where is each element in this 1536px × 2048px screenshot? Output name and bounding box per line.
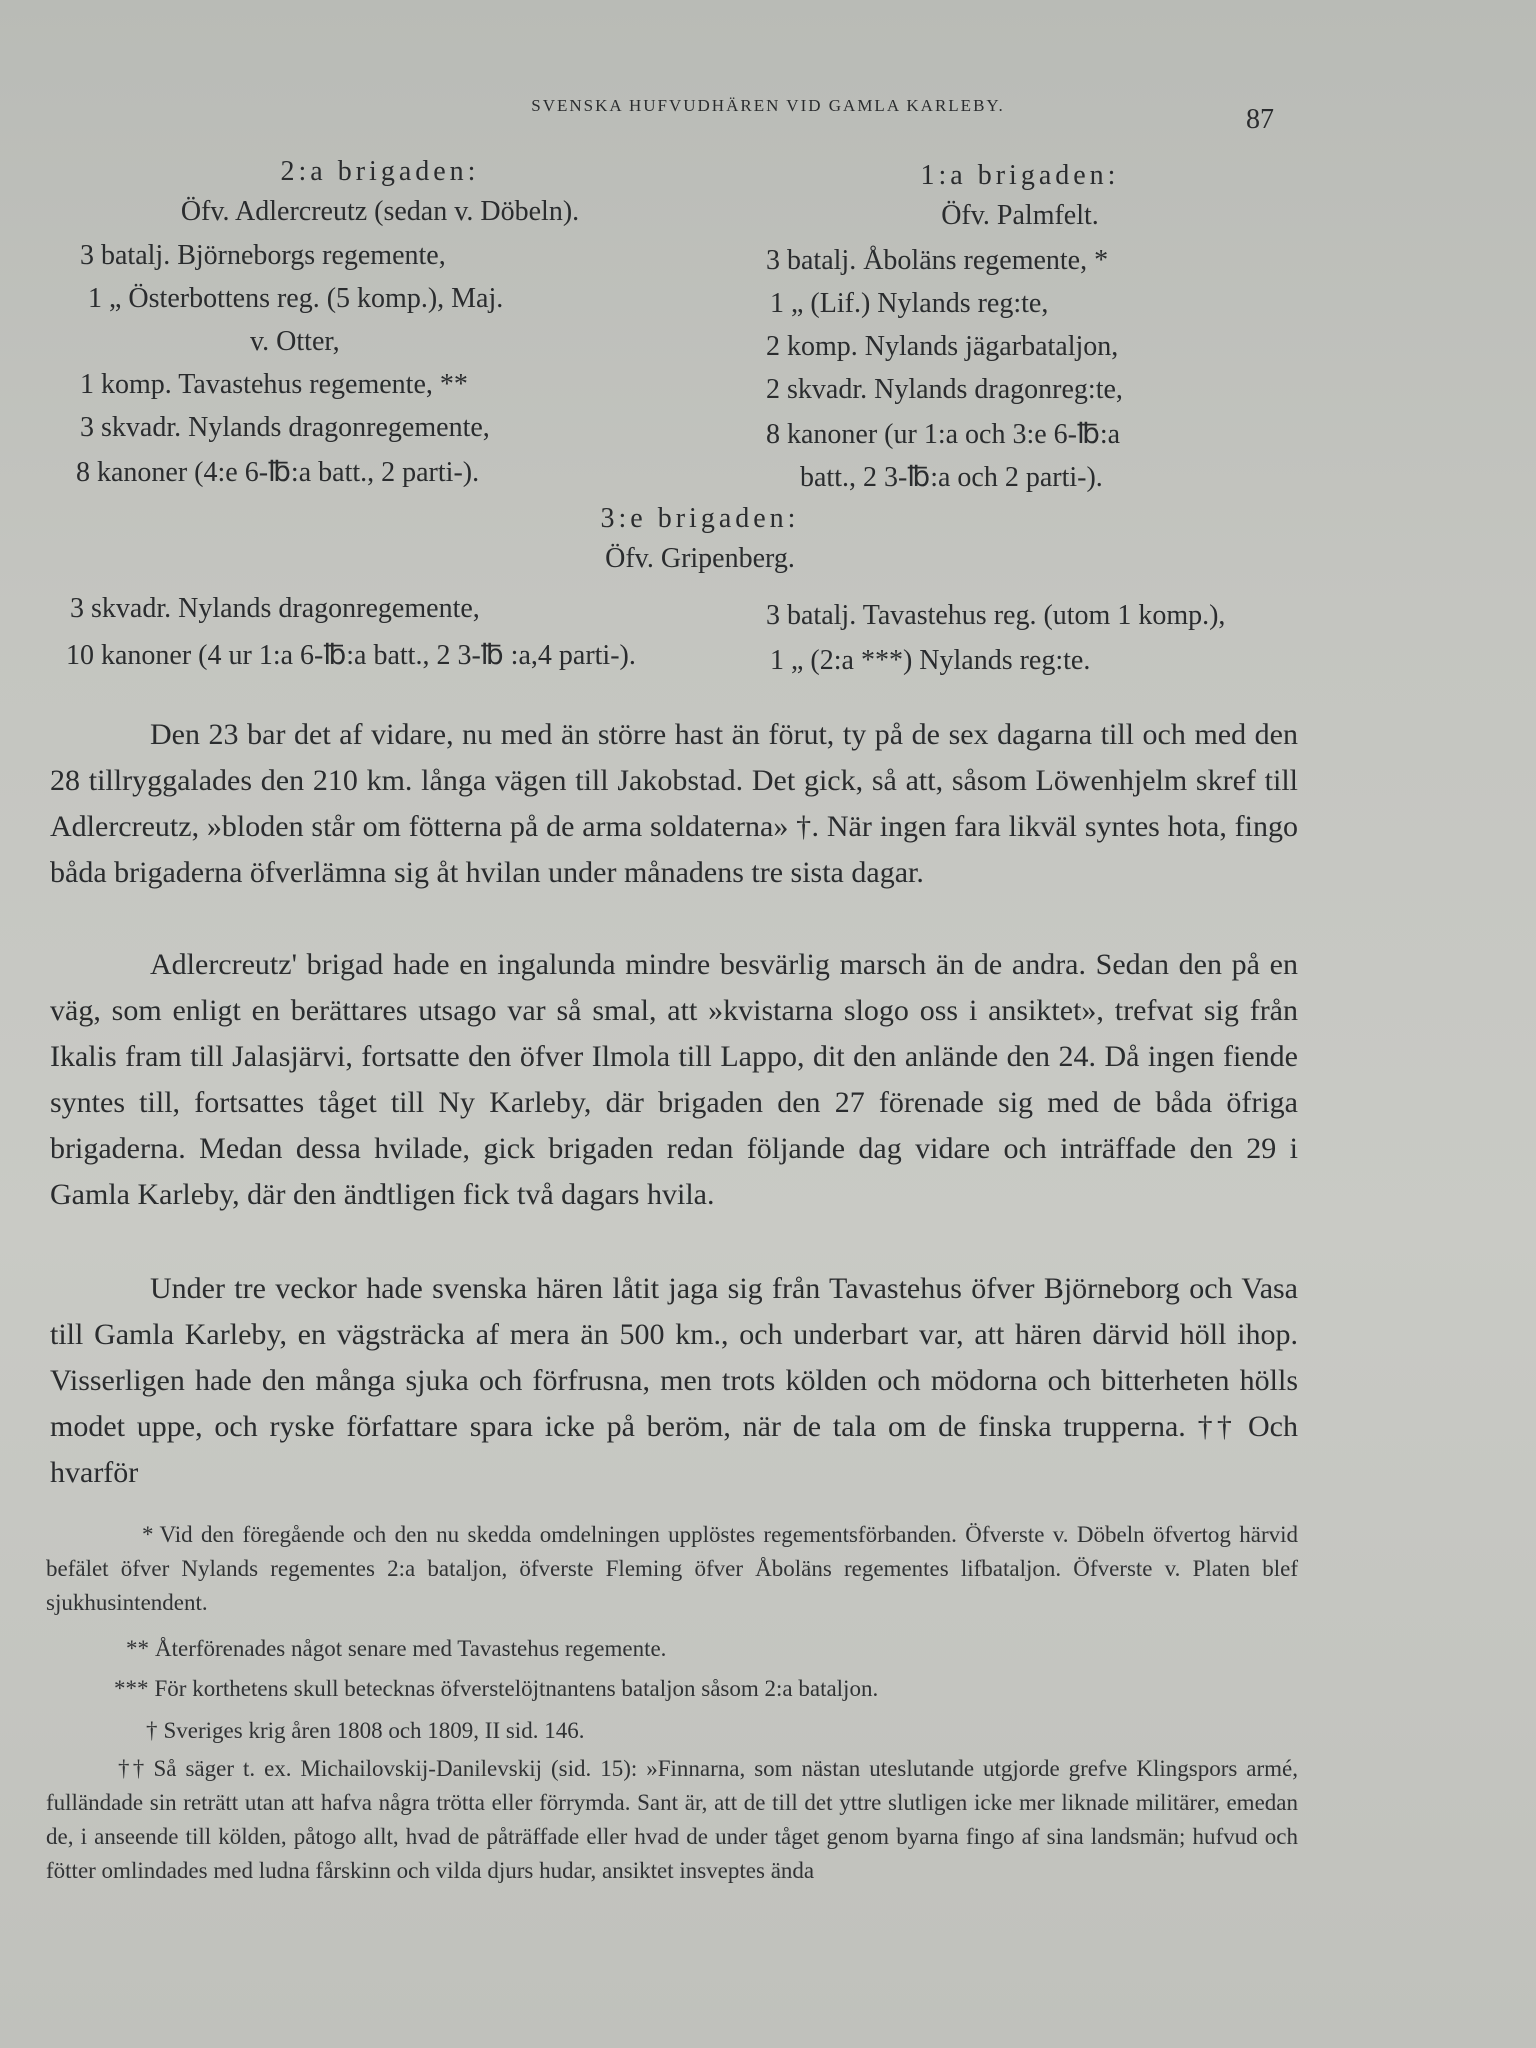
brigade3-block	[480, 503, 920, 575]
brigade1-line: batt., 2 3-℔:a och 2 parti-).	[800, 462, 1103, 493]
brigade3-right-line: 3 batalj. Tavastehus reg. (utom 1 komp.),	[766, 600, 1226, 631]
brigade2-line: v. Otter,	[250, 326, 340, 357]
brigade1-line: 2 komp. Nylands jägarbataljon,	[766, 331, 1119, 362]
footnote: *** För korthetens skull betecknas öfverstelöjtnantens bataljon såsom 2:a bataljon.	[114, 1676, 879, 1701]
brigade1-line: 1 „ (Lif.) Nylands reg:te,	[770, 288, 1049, 319]
body-paragraph: Den 23 bar det af vidare, nu med än större hast än förut, ty på de sex dagarna till och med den 28 tillryggalades den 210 km. långa vägen till Jakobstad. Det gick, så att, såsom Löwenhjelm skref till Adlercreutz, »bloden står om fötterna på de arma soldaterna» †. När ingen fara likväl syntes hota, fingo båda brigaderna öfverlämna sig åt hvilan under månadens tre sista dagar.	[50, 718, 1298, 889]
brigade2-commander: Öfv. Adlercreutz (sedan v. Döbeln).	[180, 196, 580, 227]
running-title: SVENSKA HUFVUDHÄREN VID GAMLA KARLEBY.	[531, 96, 1005, 115]
footnote: †† Så säger t. ex. Michailovskij-Danilevskij (sid. 15): »Finnarna, som nästan uteslutande utgjorde grefve Klingspors armé, fulländade sin reträtt utan att hafva några trötta eller förrymda. Sant är, att de till det yttre slutligen icke mer liknade militärer, emedan de, i anseende till kölden, påtogo allt, hvad de påträffade eller hvad de under tåget genom byarna fingo af sina landsmän; hufvud och fötter omlindades med ludna fårskinn och vilda djurs hudar, ansiktet insveptes ända	[46, 1756, 1299, 1883]
brigade2-block	[120, 156, 640, 228]
brigade2-line: 3 skvadr. Nylands dragonregemente,	[80, 412, 490, 443]
brigade3-left-line: 3 skvadr. Nylands dragonregemente,	[70, 593, 480, 624]
brigade3-left-line: 10 kanoner (4 ur 1:a 6-℔:a batt., 2 3-℔ :a,4 parti-).	[66, 640, 636, 671]
footnote: † Sveriges krig åren 1808 och 1809, II sid. 146.	[146, 1718, 585, 1743]
page-number: 87	[1246, 104, 1274, 135]
brigade1-title: 1:a brigaden:	[920, 160, 1120, 191]
brigade3-title: 3:e brigaden:	[600, 503, 800, 534]
brigade2-line: 1 „ Österbottens reg. (5 komp.), Maj.	[88, 283, 504, 314]
brigade3-right-line: 1 „ (2:a ***) Nylands reg:te.	[770, 645, 1091, 676]
brigade2-line: 3 batalj. Björneborgs regemente,	[80, 240, 446, 271]
footnote: * Vid den föregående och den nu skedda omdelningen upplöstes regementsförbanden. Öfverste v. Döbeln öfvertog härvid befälet öfver Nylands regementes 2:a bataljon, öfverste Fleming öfver Åboläns regementes lifbataljon. Öfverste v. Platen blef sjukhusintendent.	[46, 1522, 1298, 1615]
brigade2-line: 1 komp. Tavastehus regemente, **	[80, 369, 468, 400]
brigade1-line: 8 kanoner (ur 1:a och 3:e 6-℔:a	[766, 419, 1121, 450]
brigade1-line: 2 skvadr. Nylands dragonreg:te,	[766, 374, 1123, 405]
brigade3-commander: Öfv. Gripenberg.	[605, 543, 795, 574]
body-paragraph: Adlercreutz' brigad hade en ingalunda mindre besvärlig marsch än de andra. Sedan den på en väg, som enligt en berättares utsago var så smal, att »kvistarna slogo oss i ansiktet», trefvat sig från Ikalis fram till Jalasjärvi, fortsatte den öfver Ilmola till Lappo, dit den anlände den 24. Då ingen fiende syntes till, fortsattes tåget till Ny Karleby, där brigaden den 27 förenade sig med de båda öfriga brigaderna. Medan dessa hvilade, gick brigaden redan följande dag vidare och inträffade den 29 i Gamla Karleby, där den ändtligen fick två dagars hvila.	[50, 948, 1298, 1211]
brigade2-line: 8 kanoner (4:e 6-℔:a batt., 2 parti-).	[76, 457, 480, 488]
brigade1-line: 3 batalj. Åboläns regemente, *	[766, 245, 1109, 276]
body-paragraph: Under tre veckor hade svenska hären låtit jaga sig från Tavastehus öfver Björneborg och Vasa till Gamla Karleby, en vägsträcka af mera än 500 km., och underbart var, att hären därvid höll ihop. Visserligen hade den många sjuka och förfrusna, men trots kölden och mödorna och bitterheten hölls modet uppe, och ryske författare spara icke på beröm, när de tala om de finska trupperna. †† Och hvarför	[50, 1272, 1298, 1489]
brigade1-commander: Öfv. Palmfelt.	[941, 200, 1099, 231]
brigade2-title: 2:a brigaden:	[280, 156, 480, 187]
brigade1-block	[840, 160, 1200, 232]
footnote: ** Återförenades något senare med Tavastehus regemente.	[126, 1636, 667, 1661]
